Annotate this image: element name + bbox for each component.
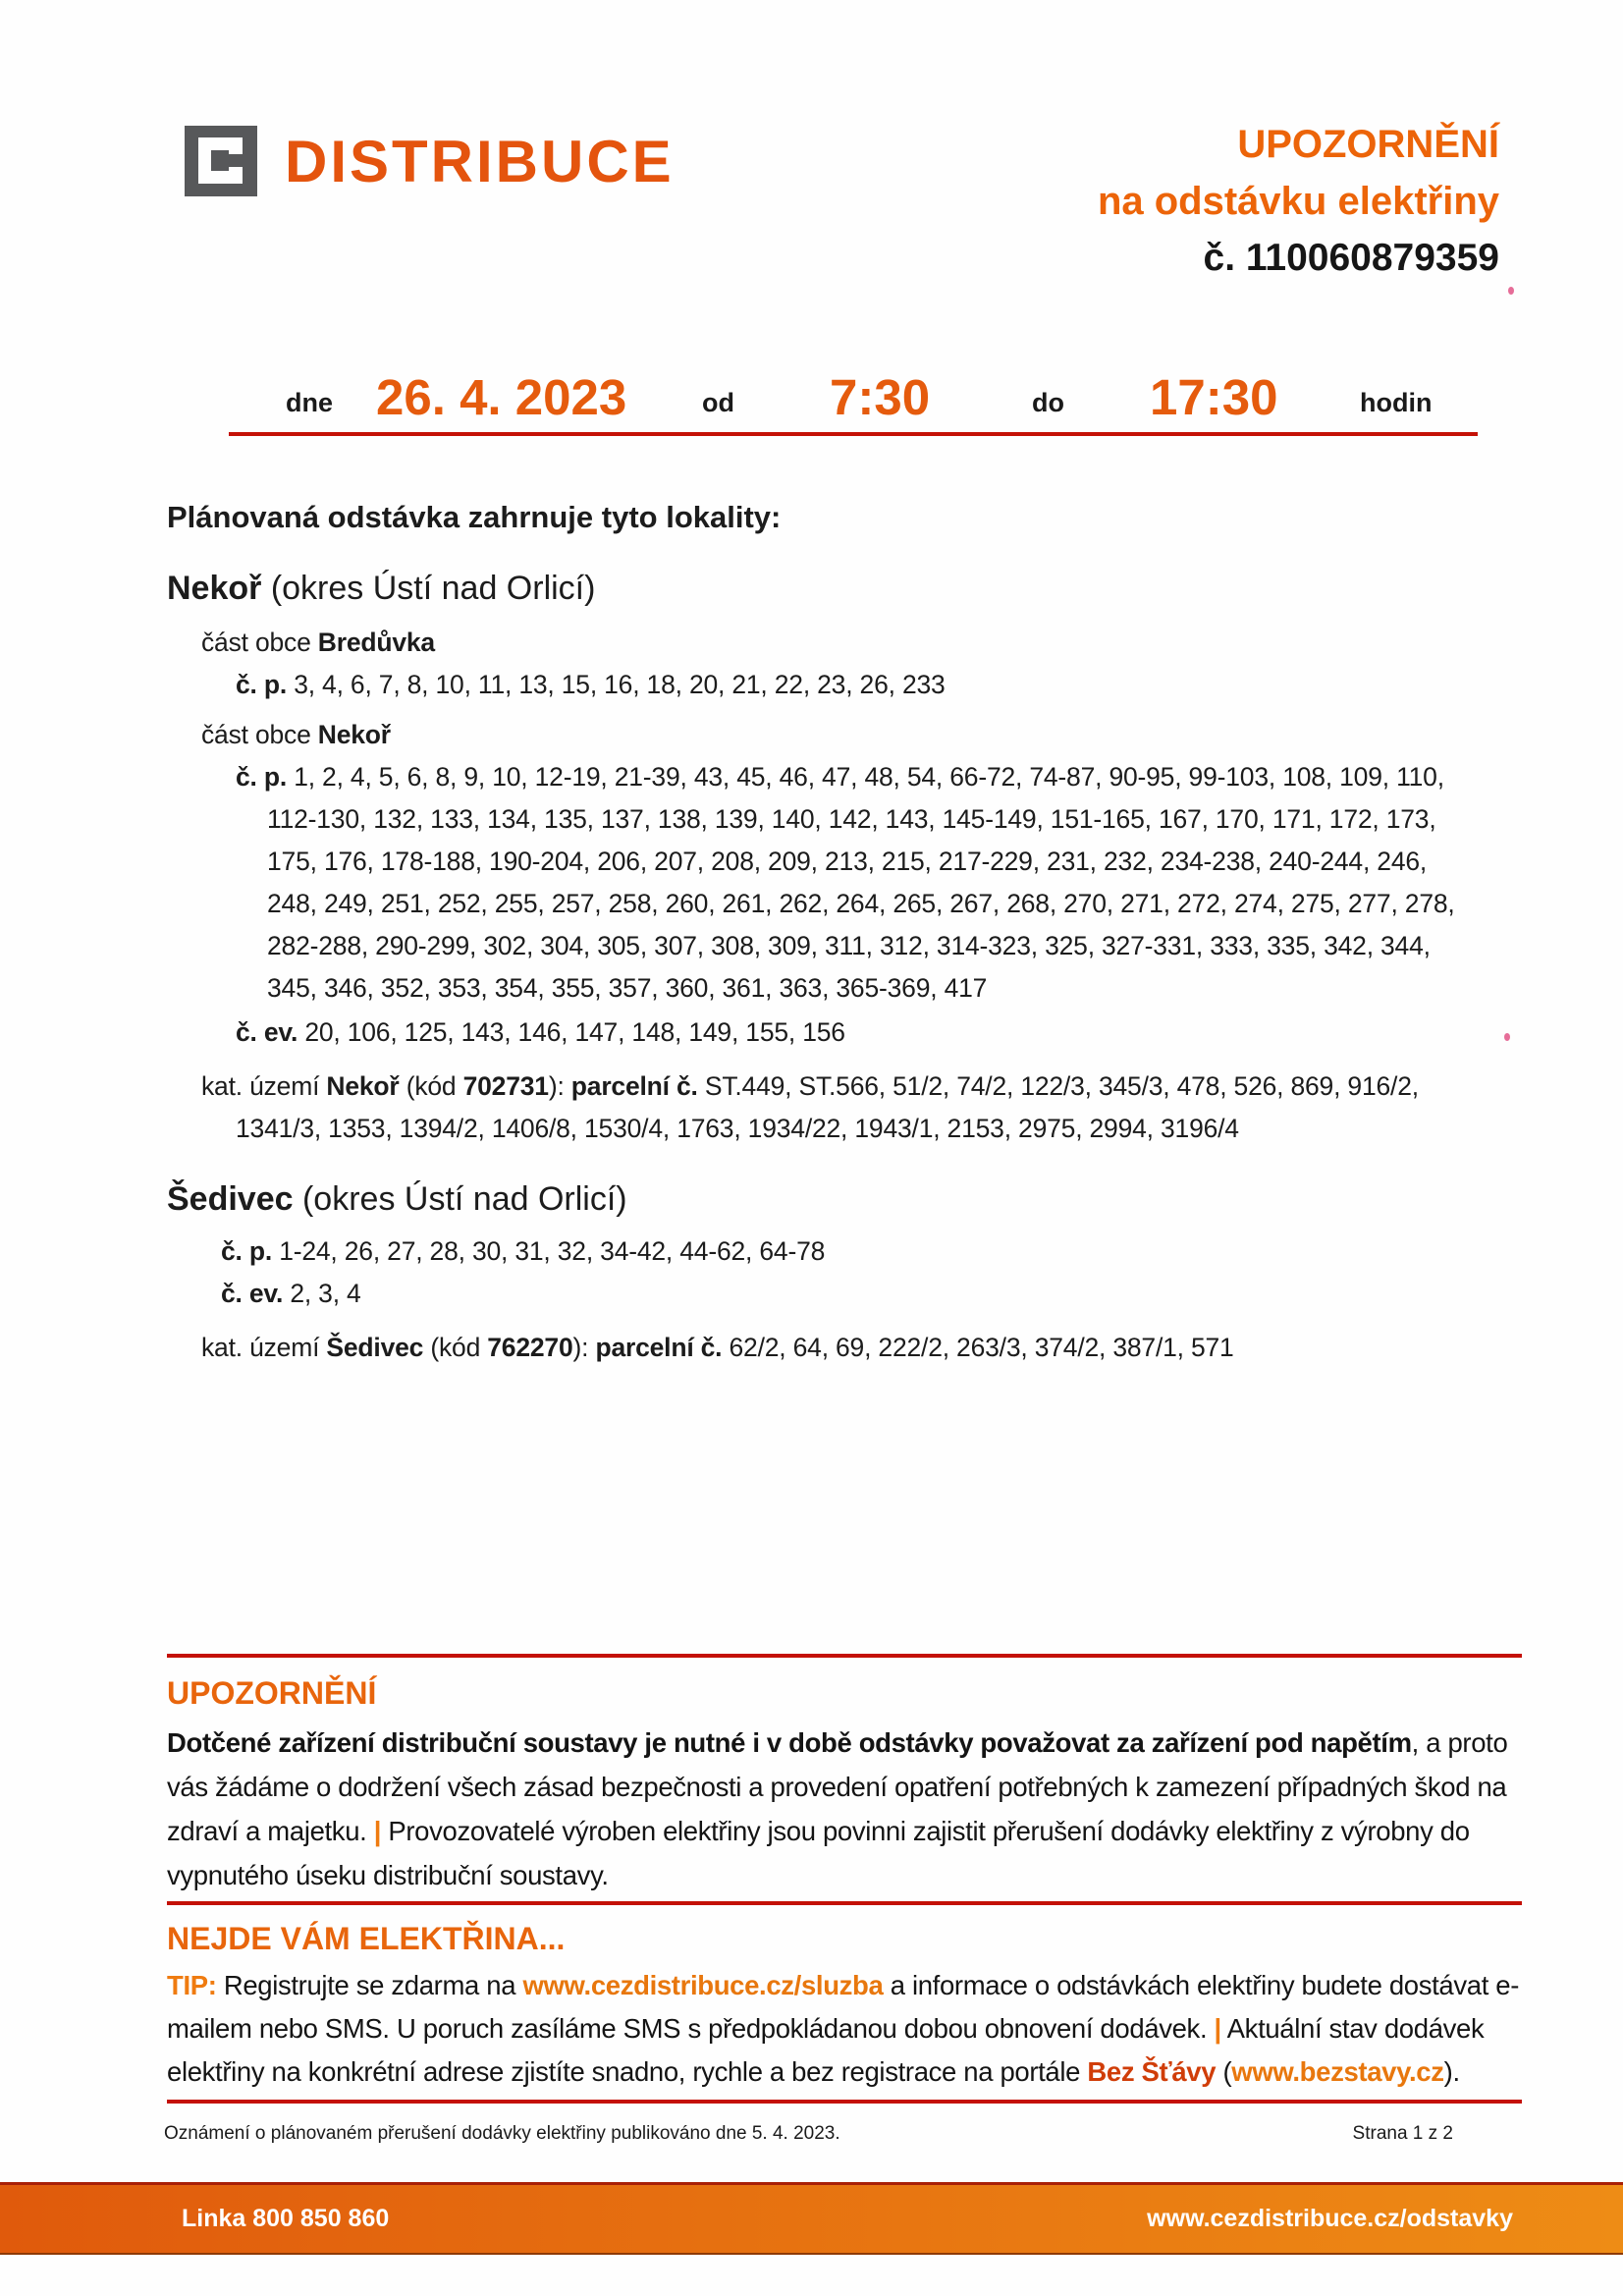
cp-line <box>221 1230 1527 1273</box>
footer-meta-row <box>164 2123 1453 2145</box>
tip-text: ( <box>1216 2056 1232 2087</box>
cadastral-line-sedivec <box>201 1327 1527 1369</box>
warning-bold-text: Dotčené zařízení distribuční soustavy je nutné i v době odstávky považovat za zařízení pod napětím <box>167 1727 1412 1758</box>
warning-paragraph <box>167 1721 1522 1897</box>
to-label: do <box>1032 388 1064 417</box>
kod-value: 702731 <box>462 1071 549 1101</box>
kat-name: Nekoř <box>326 1071 400 1101</box>
tip-paragraph <box>167 1964 1522 2094</box>
cp-label: č. p. <box>221 1236 280 1266</box>
warning-text: Provozovatelé výroben elektřiny jsou povinni zajistit přerušení dodávky elektřiny z výrobny do vypnutého úseku distribuční soustavy. <box>167 1816 1470 1890</box>
footer-url: www.cezdistribuce.cz/odstavky <box>1147 2205 1513 2232</box>
part-heading-nekor <box>201 714 1527 756</box>
cp-values-continued: 282-288, 290-299, 302, 304, 305, 307, 308, 309, 311, 312, 314-323, 325, 327-331, 333, 335, 342, 344, <box>267 931 1431 960</box>
cev-line <box>221 1273 1527 1315</box>
locality-name: Nekoř <box>167 570 262 607</box>
parcel-values: ST.449, ST.566, 51/2, 74/2, 122/3, 345/3, 478, 526, 869, 916/2, <box>704 1071 1419 1101</box>
brand-title: DISTRIBUCE <box>285 129 675 194</box>
divider-rule <box>167 1901 1522 1905</box>
notice-title: UPOZORNĚNÍ <box>1237 123 1499 166</box>
pipe-separator: | <box>373 1816 382 1846</box>
kod-label: (kód <box>423 1333 488 1362</box>
cev-label: č. ev. <box>236 1017 305 1047</box>
cev-label: č. ev. <box>221 1279 291 1308</box>
parcel-values: 62/2, 64, 69, 222/2, 263/3, 374/2, 387/1, 571 <box>729 1333 1234 1362</box>
tip-text: Aktuální stav dodávek elektřiny na konkrétní adrese zjistíte snadno, rychle a bez registrace na portále <box>167 2013 1485 2087</box>
cp-values-continued: 345, 346, 352, 353, 354, 355, 357, 360, 361, 363, 365-369, 417 <box>267 973 988 1003</box>
locality-heading-sedivec <box>167 1174 1527 1225</box>
from-label: od <box>702 388 734 417</box>
tip-label: TIP: <box>167 1970 217 2000</box>
bottom-section <box>167 1654 1522 2104</box>
cp-values-continued: 175, 176, 178-188, 190-204, 206, 207, 208, 209, 213, 215, 217-229, 231, 232, 234-238, 240-244, 246, <box>267 847 1428 876</box>
bezstavy-url-link: www.bezstavy.cz <box>1231 2056 1444 2087</box>
cp-line <box>236 756 1527 798</box>
cp-values: 3, 4, 6, 7, 8, 10, 11, 13, 15, 16, 18, 20, 21, 22, 23, 26, 233 <box>294 670 946 699</box>
kod-label: (kód <box>399 1071 463 1101</box>
cp-values-continued: 112-130, 132, 133, 134, 135, 137, 138, 139, 140, 142, 143, 145-149, 151-165, 167, 170, 171, 172, 173, <box>267 804 1436 834</box>
kod-close: ): <box>572 1333 596 1362</box>
cp-values: 1-24, 26, 27, 28, 30, 31, 32, 34-42, 44-62, 64-78 <box>279 1236 826 1266</box>
kod-close: ): <box>548 1071 571 1101</box>
kat-label: kat. území <box>201 1333 327 1362</box>
divider-rule <box>167 2100 1522 2104</box>
part-label: část obce <box>201 628 318 657</box>
tip-text: ). <box>1443 2056 1460 2087</box>
locality-region: (okres Ústí nad Orlicí) <box>261 570 596 607</box>
date-value: 26. 4. 2023 <box>376 369 627 425</box>
tip-heading: NEJDE VÁM ELEKTŘINA... <box>167 1921 566 1956</box>
from-time-value: 7:30 <box>830 369 931 425</box>
cev-values: 20, 106, 125, 143, 146, 147, 148, 149, 155, 156 <box>304 1017 845 1047</box>
to-time-value: 17:30 <box>1150 369 1278 425</box>
cp-values-continued: 248, 249, 251, 252, 255, 257, 258, 260, 261, 262, 264, 265, 267, 268, 270, 271, 272, 274, 275, 277, 278, <box>267 889 1455 918</box>
page-number: Strana 1 z 2 <box>1352 2123 1453 2144</box>
kat-label: kat. území <box>201 1071 327 1101</box>
kat-name: Šedivec <box>326 1333 424 1362</box>
warning-heading: UPOZORNĚNÍ <box>167 1675 377 1711</box>
kod-value: 762270 <box>487 1333 573 1362</box>
parcel-values-continued: 1341/3, 1353, 1394/2, 1406/8, 1530/4, 1763, 1934/22, 1943/1, 2153, 2975, 2994, 3196/4 <box>236 1114 1239 1143</box>
cp-label: č. p. <box>236 762 295 792</box>
hours-label: hodin <box>1360 388 1433 417</box>
tip-text: Registrujte se zdarma na <box>216 1970 523 2000</box>
cev-values: 2, 3, 4 <box>290 1279 361 1308</box>
divider-rule <box>167 1654 1522 1658</box>
parcel-label: parcelní č. <box>595 1333 730 1362</box>
scan-speck <box>1504 1033 1510 1041</box>
cp-label: č. p. <box>236 670 295 699</box>
bez-stavy-link: Bez Šťávy <box>1087 2056 1217 2087</box>
part-name: Bredůvka <box>317 628 435 657</box>
notice-number: č. 110060879359 <box>1203 237 1499 279</box>
cezdistribuce-sluzba-link: www.cezdistribuce.cz/sluzba <box>522 1970 884 2000</box>
scan-speck <box>1508 287 1514 295</box>
locality-region: (okres Ústí nad Orlicí) <box>293 1180 627 1218</box>
cp-line <box>236 664 1527 706</box>
plan-heading: Plánovaná odstávka zahrnuje tyto lokality: <box>167 500 782 534</box>
planned-outage-localities <box>167 496 1527 1369</box>
locality-name: Šedivec <box>167 1180 294 1218</box>
locality-heading-nekor <box>167 563 1527 614</box>
date-label: dne <box>286 388 334 417</box>
cadastral-line-nekor <box>201 1066 1527 1108</box>
hotline-number: Linka 800 850 860 <box>182 2205 390 2232</box>
part-name: Nekoř <box>317 720 391 749</box>
cp-values: 1, 2, 4, 5, 6, 8, 9, 10, 12-19, 21-39, 43, 45, 46, 47, 48, 54, 66-72, 74-87, 90-95, 99-103, 108, 109, 110, <box>294 762 1444 792</box>
notice-subtitle: na odstávku elektřiny <box>1097 180 1499 223</box>
cez-logo-icon <box>185 126 257 196</box>
notice-header <box>1098 116 1499 287</box>
publication-note: Oznámení o plánovaném přerušení dodávky elektřiny publikováno dne 5. 4. 2023. <box>164 2123 840 2144</box>
pipe-separator: | <box>1214 2013 1221 2044</box>
cev-line <box>236 1011 1527 1054</box>
schedule-row <box>229 346 1478 436</box>
tip-text: a informace o odstávkách elektřiny budete dostávat e-mailem nebo SMS. U poruch zasíláme SMS s předpokládanou dobou obnovení dodávek. <box>167 1970 1520 2044</box>
parcel-label: parcelní č. <box>570 1071 705 1101</box>
part-label: část obce <box>201 720 318 749</box>
schedule-underline <box>229 432 1478 436</box>
part-heading-breduvka <box>201 622 1527 664</box>
warning-text: , a proto vás žádáme o dodržení všech zásad bezpečnosti a provedení opatření potřebných k zamezení případných škod na zdraví a majetku. <box>167 1727 1508 1846</box>
footer-bar <box>0 2182 1623 2255</box>
